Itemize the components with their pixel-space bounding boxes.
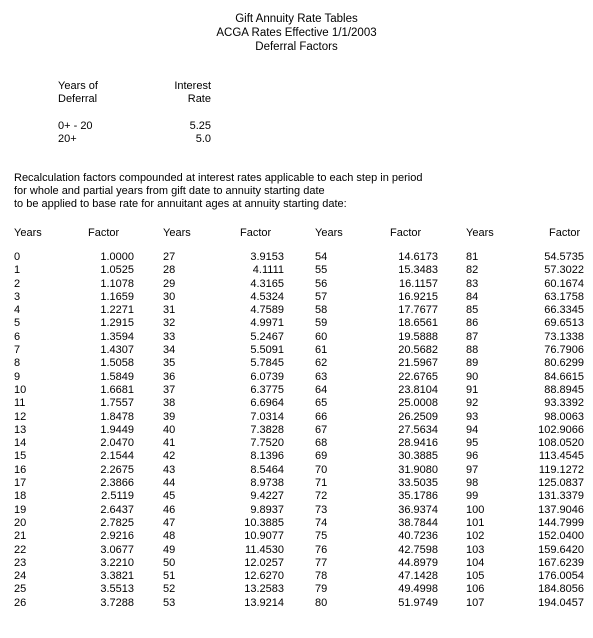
factor-cell: 42.7598 xyxy=(398,543,438,556)
factor-cell: 26.2509 xyxy=(398,410,438,423)
factor-cell: 176.0054 xyxy=(538,570,584,583)
factor-cell: 9.8937 xyxy=(250,503,284,516)
years-cell: 77 xyxy=(315,556,328,569)
years-header: Years xyxy=(14,227,42,239)
factor-cell: 2.9216 xyxy=(100,530,134,543)
years-cell: 13 xyxy=(14,423,27,436)
factor-cell: 98.0063 xyxy=(544,410,584,423)
years-cell: 96 xyxy=(466,450,479,463)
years-cell: 69 xyxy=(315,450,328,463)
years-cell: 38 xyxy=(163,397,176,410)
factor-cell: 3.9153 xyxy=(250,251,284,263)
factor-cell: 93.3392 xyxy=(544,397,584,410)
interest-rate-value: 5.25 xyxy=(189,120,211,132)
years-cell: 99 xyxy=(466,490,479,503)
factor-cell: 21.5967 xyxy=(398,357,438,370)
factor-cell: 76.7906 xyxy=(544,344,584,357)
rate-row xyxy=(58,133,218,146)
factor-cell: 63.1758 xyxy=(544,290,584,303)
years-cell: 65 xyxy=(315,397,328,410)
factor-cell: 4.5324 xyxy=(250,290,284,303)
years-cell: 15 xyxy=(14,450,27,463)
factor-cell: 1.6681 xyxy=(100,383,134,396)
factor-cell: 44.8979 xyxy=(398,556,438,569)
years-cell: 47 xyxy=(163,516,176,529)
years-cell: 107 xyxy=(466,596,485,609)
factor-cell: 1.3594 xyxy=(100,330,134,343)
factor-cell: 20.5682 xyxy=(398,344,438,357)
years-cell: 101 xyxy=(466,516,485,529)
factor-cell: 1.2271 xyxy=(100,304,134,317)
description-paragraph: Recalculation factors compounded at interest rates applicable to each step in period for whole and partial years from gift date to annuity starting date to be applied to base rate for annuitant ages at annuity starting date: xyxy=(14,172,423,210)
years-cell: 83 xyxy=(466,277,479,290)
factor-column xyxy=(522,251,584,610)
years-cell: 34 xyxy=(163,344,176,357)
title-line-2: ACGA Rates Effective 1/1/2003 xyxy=(216,27,377,39)
factor-cell: 1.9449 xyxy=(100,423,134,436)
factor-cell: 19.5888 xyxy=(398,330,438,343)
factor-cell: 27.5634 xyxy=(398,423,438,436)
factor-cell: 1.5058 xyxy=(100,357,134,370)
years-header: Years xyxy=(163,227,191,239)
years-cell: 40 xyxy=(163,423,176,436)
years-cell: 20 xyxy=(14,516,27,529)
factor-cell: 2.3866 xyxy=(100,477,134,490)
factor-cell: 4.1111 xyxy=(252,264,284,277)
factor-cell: 7.3828 xyxy=(250,423,284,436)
factor-cell: 184.8056 xyxy=(538,583,584,596)
years-cell: 61 xyxy=(315,344,328,357)
years-cell: 58 xyxy=(315,304,328,317)
factor-cell: 10.9077 xyxy=(244,530,284,543)
factor-cell: 69.6513 xyxy=(544,317,584,330)
factor-cell: 2.7825 xyxy=(100,516,134,529)
years-cell: 85 xyxy=(466,304,479,317)
factor-cell: 33.5035 xyxy=(398,477,438,490)
years-cell: 104 xyxy=(466,556,485,569)
factor-cell: 2.6437 xyxy=(100,503,134,516)
years-cell: 52 xyxy=(163,583,176,596)
years-cell: 2 xyxy=(14,277,21,290)
years-cell: 63 xyxy=(315,370,328,383)
factor-cell: 22.6765 xyxy=(398,370,438,383)
years-cell: 29 xyxy=(163,277,176,290)
years-cell: 8 xyxy=(14,357,21,370)
factor-cell: 38.7844 xyxy=(398,516,438,529)
factor-cell: 102.9066 xyxy=(538,423,584,436)
factor-cell: 84.6615 xyxy=(544,370,584,383)
factor-cell: 12.6270 xyxy=(244,570,284,583)
years-column xyxy=(14,251,54,610)
factor-cell: 5.7845 xyxy=(250,357,284,370)
factor-cell: 9.4227 xyxy=(250,490,284,503)
years-cell: 100 xyxy=(466,503,485,516)
factor-cell: 2.5119 xyxy=(101,490,134,503)
factor-cell: 5.2467 xyxy=(250,330,284,343)
years-cell: 67 xyxy=(315,423,328,436)
factor-cell: 144.7999 xyxy=(538,516,584,529)
factor-cell: 2.2675 xyxy=(100,463,134,476)
factor-cell: 8.1396 xyxy=(250,450,284,463)
factor-cell: 30.3885 xyxy=(398,450,438,463)
factor-cell: 36.9374 xyxy=(398,503,438,516)
years-cell: 19 xyxy=(14,503,27,516)
years-cell: 62 xyxy=(315,357,328,370)
years-cell: 26 xyxy=(14,596,27,609)
years-cell: 71 xyxy=(315,477,328,490)
years-cell: 75 xyxy=(315,530,328,543)
years-cell: 43 xyxy=(163,463,176,476)
factor-cell: 57.3022 xyxy=(544,264,584,277)
years-header: Years xyxy=(466,227,494,239)
factor-cell: 8.5464 xyxy=(250,463,284,476)
factor-header: Factor xyxy=(88,227,120,239)
years-cell: 39 xyxy=(163,410,176,423)
factor-cell: 17.7677 xyxy=(398,304,438,317)
years-cell: 3 xyxy=(14,290,21,303)
years-cell: 22 xyxy=(14,543,27,556)
years-cell: 33 xyxy=(163,330,176,343)
years-cell: 54 xyxy=(315,251,328,263)
factor-cell: 47.1428 xyxy=(398,570,438,583)
years-cell: 73 xyxy=(315,503,328,516)
factor-cell: 159.6420 xyxy=(538,543,584,556)
years-cell: 36 xyxy=(163,370,176,383)
years-cell: 30 xyxy=(163,290,176,303)
years-cell: 81 xyxy=(466,251,479,263)
years-cell: 53 xyxy=(163,596,176,609)
factor-cell: 1.7557 xyxy=(100,397,134,410)
factor-cell: 2.1544 xyxy=(100,450,134,463)
factor-cell: 28.9416 xyxy=(398,437,438,450)
factor-cell: 35.1786 xyxy=(398,490,438,503)
factor-cell: 5.5091 xyxy=(250,344,284,357)
factor-cell: 40.7236 xyxy=(398,530,438,543)
years-cell: 18 xyxy=(14,490,27,503)
years-cell: 91 xyxy=(466,383,479,396)
factor-cell: 66.3345 xyxy=(544,304,584,317)
factor-cell: 3.5513 xyxy=(100,583,134,596)
factor-cell: 4.9971 xyxy=(250,317,284,330)
factor-column xyxy=(376,251,438,610)
factor-cell: 4.7589 xyxy=(250,304,284,317)
factor-cell: 194.0457 xyxy=(538,596,584,609)
years-cell: 49 xyxy=(163,543,176,556)
years-cell: 48 xyxy=(163,530,176,543)
factor-cell: 1.0525 xyxy=(100,264,134,277)
years-cell: 50 xyxy=(163,556,176,569)
years-cell: 57 xyxy=(315,290,328,303)
factor-cell: 167.6239 xyxy=(538,556,584,569)
factor-header: Factor xyxy=(390,227,422,239)
years-cell: 105 xyxy=(466,570,485,583)
title-line-1: Gift Annuity Rate Tables xyxy=(235,13,358,25)
factor-cell: 7.7520 xyxy=(250,437,284,450)
factor-cell: 60.1674 xyxy=(544,277,584,290)
years-cell: 41 xyxy=(163,437,176,450)
years-cell: 87 xyxy=(466,330,479,343)
years-cell: 14 xyxy=(14,437,27,450)
years-cell: 89 xyxy=(466,357,479,370)
factor-cell: 54.5735 xyxy=(544,251,584,263)
years-cell: 92 xyxy=(466,397,479,410)
years-cell: 27 xyxy=(163,251,176,263)
factor-cell: 1.4307 xyxy=(100,344,134,357)
years-cell: 17 xyxy=(14,477,27,490)
years-cell: 80 xyxy=(315,596,328,609)
years-cell: 79 xyxy=(315,583,328,596)
years-cell: 106 xyxy=(466,583,485,596)
years-cell: 60 xyxy=(315,330,328,343)
years-cell: 1 xyxy=(14,264,21,277)
years-cell: 98 xyxy=(466,477,479,490)
factor-cell: 8.9738 xyxy=(250,477,284,490)
factor-cell: 6.3775 xyxy=(250,383,284,396)
factor-cell: 3.0677 xyxy=(100,543,134,556)
factor-cell: 4.3165 xyxy=(250,277,284,290)
factor-cell: 10.3885 xyxy=(244,516,284,529)
factor-cell: 125.0837 xyxy=(538,477,584,490)
years-cell: 68 xyxy=(315,437,328,450)
factor-cell: 13.9214 xyxy=(244,596,284,609)
factor-cell: 49.4998 xyxy=(398,583,438,596)
title-line-3: Deferral Factors xyxy=(255,41,338,53)
years-cell: 74 xyxy=(315,516,328,529)
years-cell: 5 xyxy=(14,317,21,330)
factor-cell: 113.4545 xyxy=(538,450,584,463)
factor-cell: 1.0000 xyxy=(100,251,134,263)
years-cell: 70 xyxy=(315,463,328,476)
factor-cell: 3.7288 xyxy=(100,596,134,609)
factor-cell: 137.9046 xyxy=(538,503,584,516)
years-cell: 24 xyxy=(14,570,27,583)
factor-cell: 14.6173 xyxy=(398,251,438,263)
factor-cell: 152.0400 xyxy=(538,530,584,543)
factor-cell: 2.0470 xyxy=(100,437,134,450)
factor-cell: 18.6561 xyxy=(398,317,438,330)
years-cell: 21 xyxy=(14,530,27,543)
years-cell: 11 xyxy=(14,397,26,410)
years-cell: 72 xyxy=(315,490,328,503)
years-cell: 103 xyxy=(466,543,485,556)
factor-column xyxy=(82,251,134,610)
factor-cell: 73.1338 xyxy=(544,330,584,343)
years-cell: 44 xyxy=(163,477,176,490)
factor-cell: 131.3379 xyxy=(538,490,584,503)
factor-cell: 16.1157 xyxy=(399,277,438,290)
years-cell: 7 xyxy=(14,344,21,357)
years-cell: 64 xyxy=(315,383,328,396)
years-cell: 78 xyxy=(315,570,328,583)
years-cell: 95 xyxy=(466,437,479,450)
deferral-years: 0+ - 20 xyxy=(58,120,93,132)
factor-cell: 119.1272 xyxy=(538,463,584,476)
factor-cell: 31.9080 xyxy=(398,463,438,476)
years-cell: 9 xyxy=(14,370,21,383)
years-cell: 6 xyxy=(14,330,21,343)
years-cell: 35 xyxy=(163,357,176,370)
years-cell: 66 xyxy=(315,410,328,423)
factor-cell: 3.2210 xyxy=(100,556,134,569)
factor-cell: 1.8478 xyxy=(100,410,134,423)
factor-cell: 1.1659 xyxy=(100,290,134,303)
years-cell: 16 xyxy=(14,463,27,476)
years-cell: 28 xyxy=(163,264,176,277)
factor-cell: 7.0314 xyxy=(250,410,284,423)
deferral-years: 20+ xyxy=(58,133,77,145)
interest-rate-header: Interest Rate xyxy=(174,80,211,105)
years-column xyxy=(315,251,355,610)
years-cell: 56 xyxy=(315,277,328,290)
years-cell: 46 xyxy=(163,503,176,516)
factor-cell: 12.0257 xyxy=(244,556,284,569)
years-cell: 93 xyxy=(466,410,479,423)
years-of-deferral-header: Years of Deferral xyxy=(58,80,98,105)
years-cell: 97 xyxy=(466,463,479,476)
years-cell: 94 xyxy=(466,423,479,436)
factor-column xyxy=(222,251,284,610)
years-cell: 76 xyxy=(315,543,328,556)
factor-cell: 15.3483 xyxy=(398,264,438,277)
factor-cell: 108.0520 xyxy=(538,437,584,450)
factor-cell: 1.2915 xyxy=(100,317,134,330)
years-header: Years xyxy=(315,227,343,239)
years-cell: 0 xyxy=(14,251,21,263)
years-cell: 84 xyxy=(466,290,479,303)
years-cell: 23 xyxy=(14,556,27,569)
factor-header: Factor xyxy=(240,227,272,239)
years-cell: 37 xyxy=(163,383,176,396)
factor-cell: 11.4530 xyxy=(245,543,284,556)
factor-cell: 6.0739 xyxy=(250,370,284,383)
years-cell: 31 xyxy=(163,304,176,317)
factor-cell: 13.2583 xyxy=(244,583,284,596)
factor-cell: 6.6964 xyxy=(250,397,284,410)
interest-rate-value: 5.0 xyxy=(195,133,211,145)
years-cell: 25 xyxy=(14,583,27,596)
years-cell: 82 xyxy=(466,264,479,277)
factor-cell: 1.5849 xyxy=(100,370,134,383)
years-cell: 88 xyxy=(466,344,479,357)
years-cell: 51 xyxy=(163,570,176,583)
years-cell: 90 xyxy=(466,370,479,383)
years-cell: 4 xyxy=(14,304,21,317)
years-column xyxy=(163,251,203,610)
factor-cell: 3.3821 xyxy=(100,570,134,583)
factor-cell: 1.1078 xyxy=(100,277,134,290)
years-cell: 86 xyxy=(466,317,479,330)
years-cell: 45 xyxy=(163,490,176,503)
factor-cell: 16.9215 xyxy=(398,290,438,303)
years-cell: 32 xyxy=(163,317,176,330)
years-cell: 59 xyxy=(315,317,328,330)
factor-cell: 23.8104 xyxy=(398,383,438,396)
years-cell: 42 xyxy=(163,450,176,463)
rate-row xyxy=(58,120,218,133)
years-cell: 12 xyxy=(14,410,27,423)
years-cell: 10 xyxy=(14,383,27,396)
factor-cell: 51.9749 xyxy=(398,596,438,609)
factor-header: Factor xyxy=(549,227,581,239)
factor-cell: 88.8945 xyxy=(544,383,584,396)
years-cell: 102 xyxy=(466,530,485,543)
document-title xyxy=(0,12,593,54)
factor-cell: 80.6299 xyxy=(544,357,584,370)
factor-cell: 25.0008 xyxy=(398,397,438,410)
years-cell: 55 xyxy=(315,264,328,277)
years-column xyxy=(466,251,506,610)
